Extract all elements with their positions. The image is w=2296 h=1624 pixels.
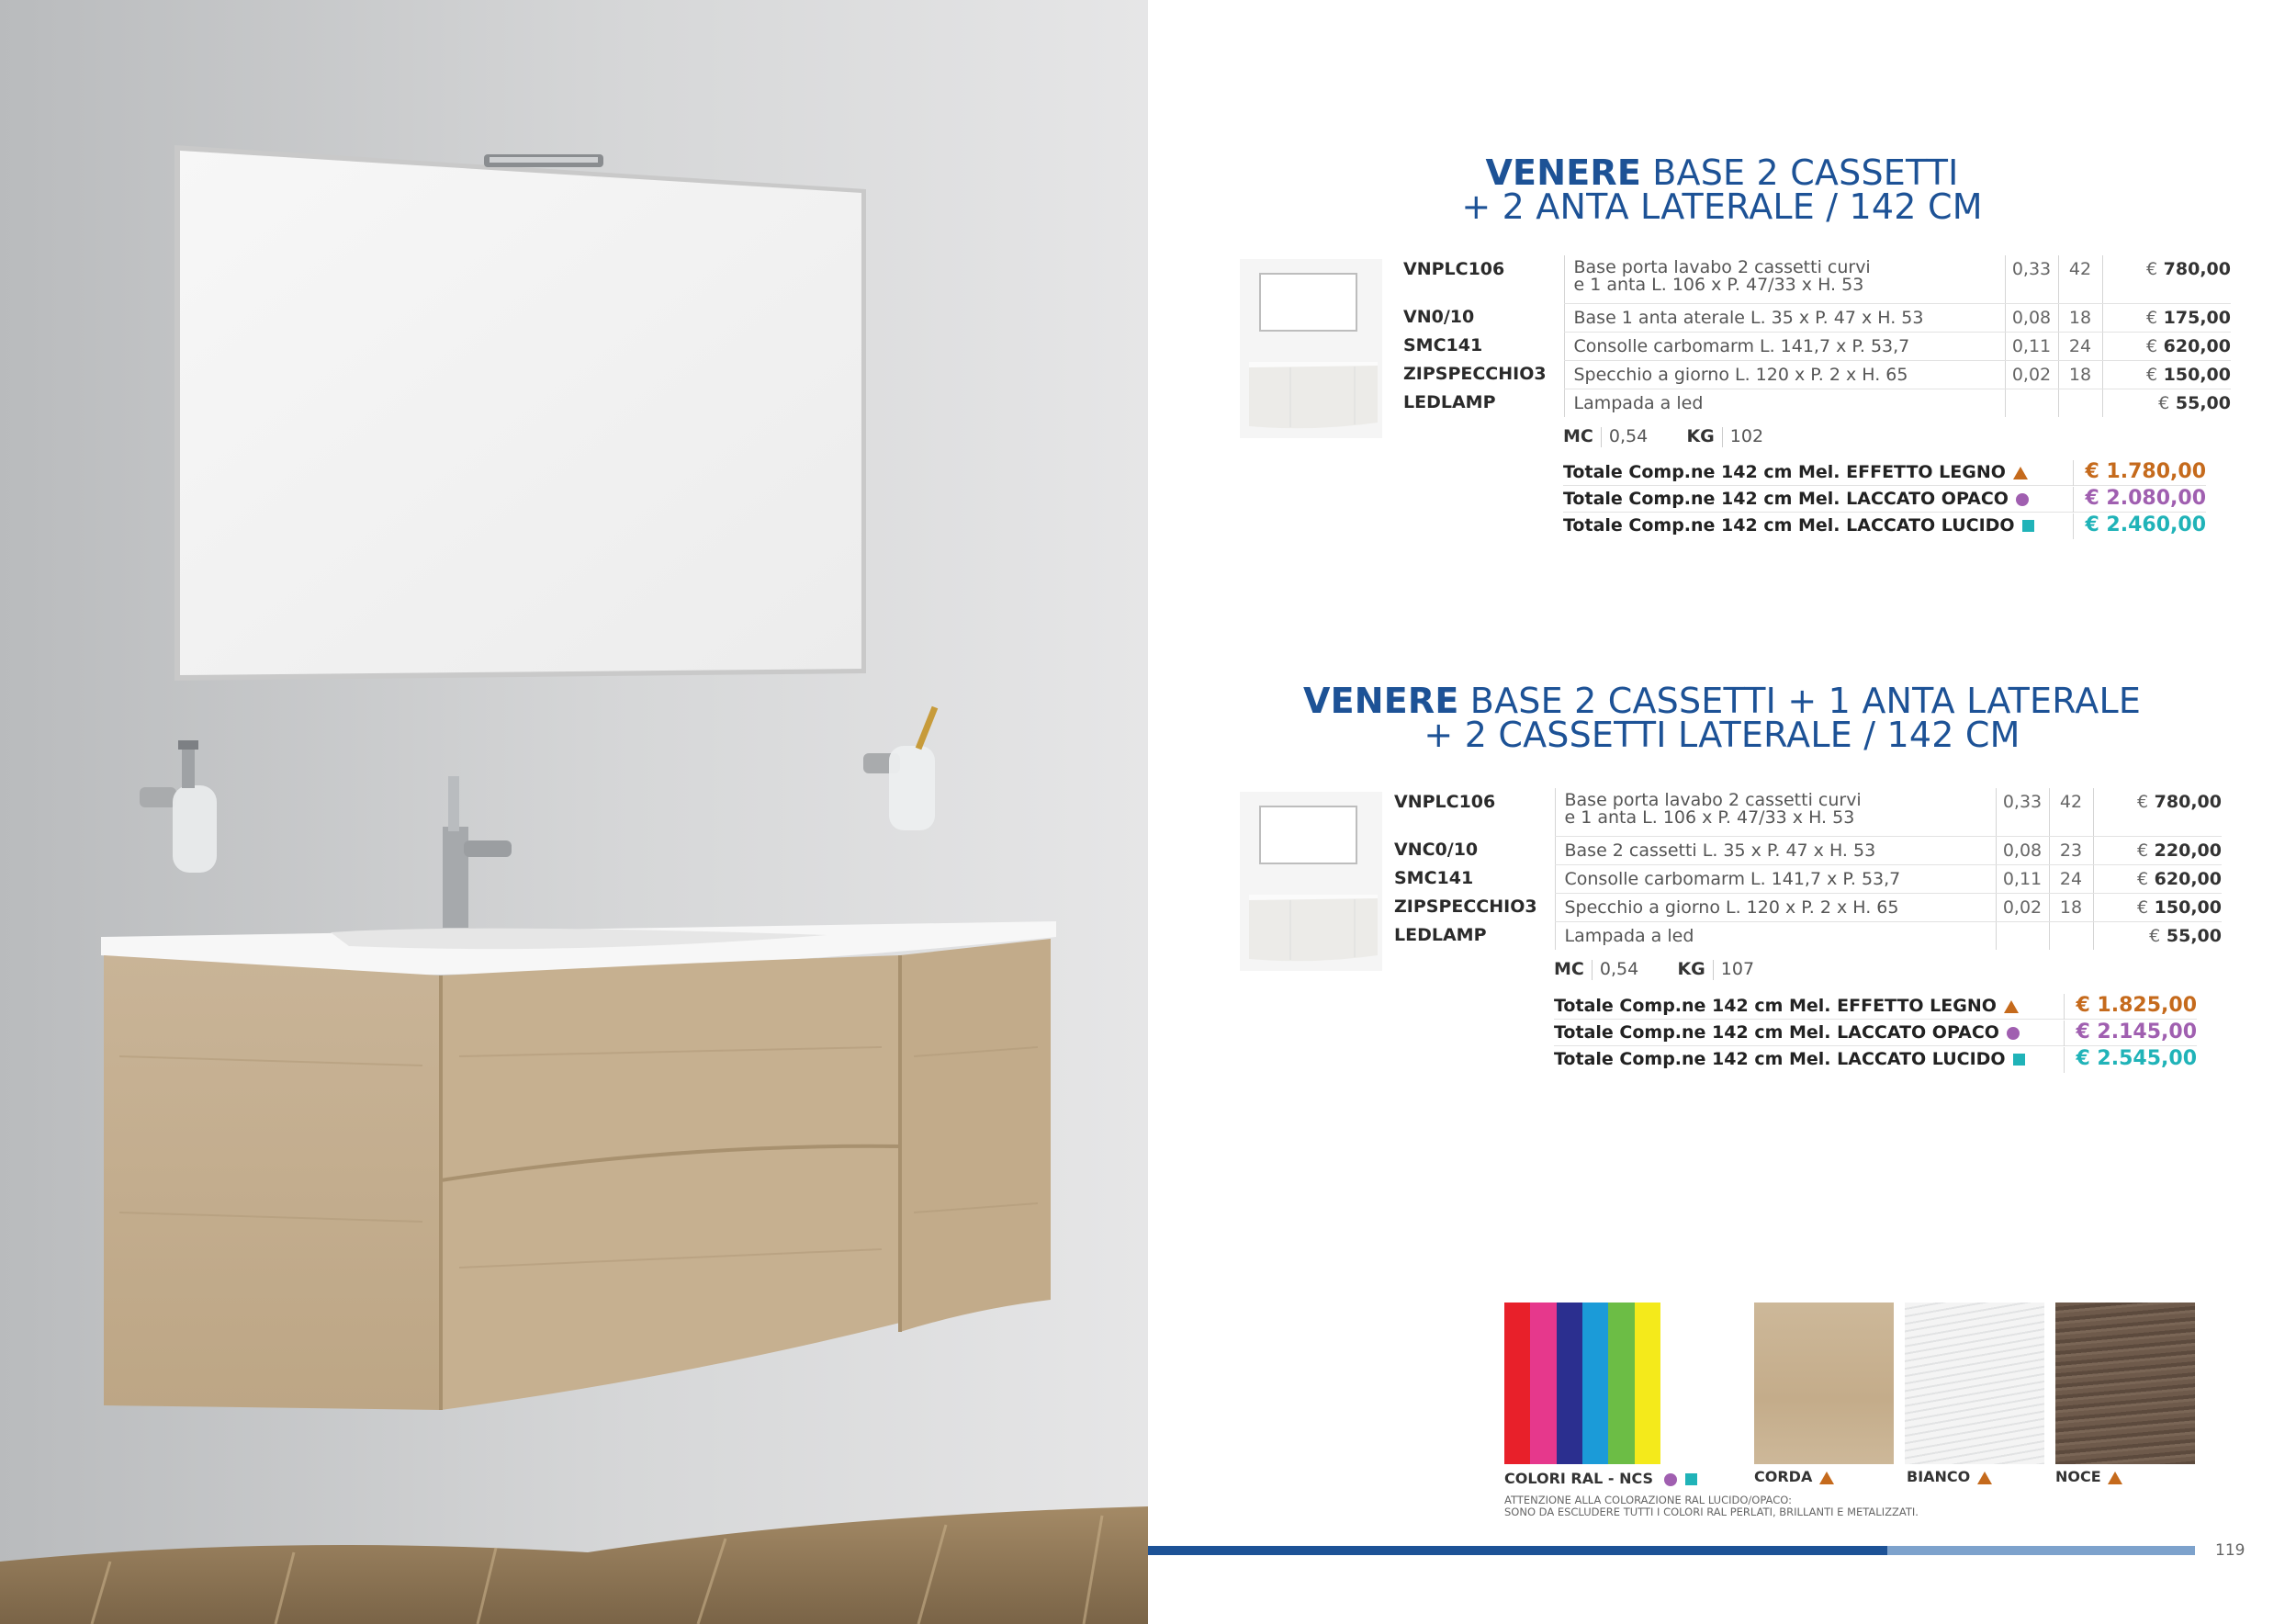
item-code: VNPLC106: [1394, 792, 1496, 812]
table-row: [1394, 893, 2222, 921]
item-description: Base porta lavabo 2 cassetti curvi e 1 anta L. 106 x P. 47/33 x H. 53: [1555, 788, 1996, 836]
table-row: [1403, 255, 2231, 303]
item-price: € 55,00: [2093, 921, 2222, 950]
item-mc: 0,08: [2005, 303, 2058, 332]
item-mc: 0,11: [2005, 332, 2058, 360]
product-section-2: [1148, 681, 2296, 755]
triangle-icon: [2004, 1000, 2019, 1013]
item-mc: [1996, 921, 2049, 950]
item-price: € 150,00: [2102, 360, 2231, 389]
footer-bar-dark: [1148, 1546, 1887, 1555]
item-mc: [2005, 389, 2058, 417]
items-table-2: [1394, 788, 2222, 950]
item-mc: 0,33: [2005, 255, 2058, 303]
item-description: Lampada a led: [1564, 389, 2005, 417]
item-kg: [2058, 389, 2102, 417]
item-kg: 24: [2058, 332, 2102, 360]
square-icon: [2013, 1054, 2025, 1066]
item-description: Specchio a giorno L. 120 x P. 2 x H. 65: [1564, 360, 2005, 389]
total-row-lucido: Totale Comp.ne 142 cm Mel. LACCATO LUCIDO € 2.460,00: [1563, 513, 2206, 539]
total-row-opaco: Totale Comp.ne 142 cm Mel. LACCATO OPACO € 2.080,00: [1563, 486, 2206, 513]
item-kg: [2049, 921, 2093, 950]
dot-icon: [2016, 493, 2029, 506]
page-number: 119: [2215, 1541, 2245, 1560]
item-mc: 0,08: [1996, 836, 2049, 864]
section-title: VENERE BASE 2 CASSETTI + 1 ANTA LATERALE + 2 CASSETTI LATERALE / 142 CM: [1302, 681, 2142, 755]
total-row-legno: Totale Comp.ne 142 cm Mel. EFFETTO LEGNO € 1.780,00: [1563, 459, 2206, 486]
section-title: VENERE BASE 2 CASSETTI + 2 ANTA LATERALE / 142 CM: [1461, 152, 1983, 227]
item-code: SMC141: [1394, 868, 1474, 888]
item-description: Base porta lavabo 2 cassetti curvi e 1 anta L. 106 x P. 47/33 x H. 53: [1564, 255, 2005, 303]
noce-swatch: [2055, 1303, 2195, 1464]
product-thumbnail: [1240, 259, 1382, 438]
total-row-lucido: Totale Comp.ne 142 cm Mel. LACCATO LUCIDO € 2.545,00: [1554, 1046, 2197, 1073]
item-description: Consolle carbomarm L. 141,7 x P. 53,7: [1564, 332, 2005, 360]
dot-icon: [2007, 1027, 2020, 1040]
table-row: [1394, 788, 2222, 836]
item-kg: 23: [2049, 836, 2093, 864]
product-section-1: [1148, 152, 2296, 227]
table-row: [1403, 360, 2231, 389]
table-row: [1394, 921, 2222, 950]
item-description: Lampada a led: [1555, 921, 1996, 950]
triangle-icon: [1977, 1472, 1992, 1484]
item-mc: 0,33: [1996, 788, 2049, 836]
table-row: [1394, 864, 2222, 893]
item-code: VNPLC106: [1403, 259, 1505, 279]
square-icon: [1685, 1473, 1697, 1485]
item-kg: 42: [2049, 788, 2093, 836]
item-price: € 780,00: [2102, 255, 2231, 303]
total-row-legno: Totale Comp.ne 142 cm Mel. EFFETTO LEGNO € 1.825,00: [1554, 993, 2197, 1020]
item-price: € 175,00: [2102, 303, 2231, 332]
item-code: VNC0/10: [1394, 840, 1479, 860]
triangle-icon: [2108, 1472, 2122, 1484]
item-description: Consolle carbomarm L. 141,7 x P. 53,7: [1555, 864, 1996, 893]
item-kg: 42: [2058, 255, 2102, 303]
dot-icon: [1664, 1473, 1677, 1486]
noce-label: NOCE: [2055, 1468, 2122, 1485]
corda-swatch: [1754, 1303, 1894, 1464]
table-row: [1403, 303, 2231, 332]
table-row: [1394, 836, 2222, 864]
item-description: Specchio a giorno L. 120 x P. 2 x H. 65: [1555, 893, 1996, 921]
item-code: ZIPSPECCHIO3: [1394, 897, 1537, 917]
triangle-icon: [1819, 1472, 1834, 1484]
triangle-icon: [2013, 467, 2028, 479]
bianco-label: BIANCO: [1907, 1468, 1992, 1485]
item-code: LEDLAMP: [1394, 925, 1487, 945]
item-description: Base 2 cassetti L. 35 x P. 47 x H. 53: [1555, 836, 1996, 864]
items-table-1: [1403, 255, 2231, 417]
ral-swatch: [1504, 1303, 1660, 1464]
item-mc: 0,02: [2005, 360, 2058, 389]
item-code: SMC141: [1403, 335, 1483, 355]
mc-kg-totals: MC 0,54 KG 107: [1554, 959, 1755, 979]
item-kg: 18: [2058, 360, 2102, 389]
item-mc: 0,11: [1996, 864, 2049, 893]
square-icon: [2022, 520, 2034, 532]
corda-label: CORDA: [1754, 1468, 1834, 1485]
mc-kg-totals: MC 0,54 KG 102: [1563, 426, 1764, 446]
totals-2: [1554, 993, 2197, 1073]
item-price: € 780,00: [2093, 788, 2222, 836]
item-kg: 18: [2049, 893, 2093, 921]
color-note: ATTENZIONE ALLA COLORAZIONE RAL LUCIDO/OPACO: SONO DA ESCLUDERE TUTTI I COLORI RAL PERLATI, BRILLANTI E METALIZZATI.: [1504, 1494, 1919, 1518]
total-row-opaco: Totale Comp.ne 142 cm Mel. LACCATO OPACO € 2.145,00: [1554, 1020, 2197, 1046]
ral-label: COLORI RAL - NCS: [1504, 1470, 1697, 1487]
item-price: € 150,00: [2093, 893, 2222, 921]
footer-bar-light: [1887, 1546, 2195, 1555]
item-price: € 620,00: [2102, 332, 2231, 360]
item-mc: 0,02: [1996, 893, 2049, 921]
item-kg: 24: [2049, 864, 2093, 893]
item-code: LEDLAMP: [1403, 392, 1496, 412]
table-row: [1403, 389, 2231, 417]
bianco-swatch: [1905, 1303, 2044, 1464]
totals-1: [1563, 459, 2206, 539]
item-code: ZIPSPECCHIO3: [1403, 364, 1547, 384]
item-code: VN0/10: [1403, 307, 1475, 327]
item-price: € 55,00: [2102, 389, 2231, 417]
item-kg: 18: [2058, 303, 2102, 332]
product-thumbnail: [1240, 792, 1382, 971]
item-price: € 620,00: [2093, 864, 2222, 893]
item-description: Base 1 anta aterale L. 35 x P. 47 x H. 53: [1564, 303, 2005, 332]
item-price: € 220,00: [2093, 836, 2222, 864]
table-row: [1403, 332, 2231, 360]
